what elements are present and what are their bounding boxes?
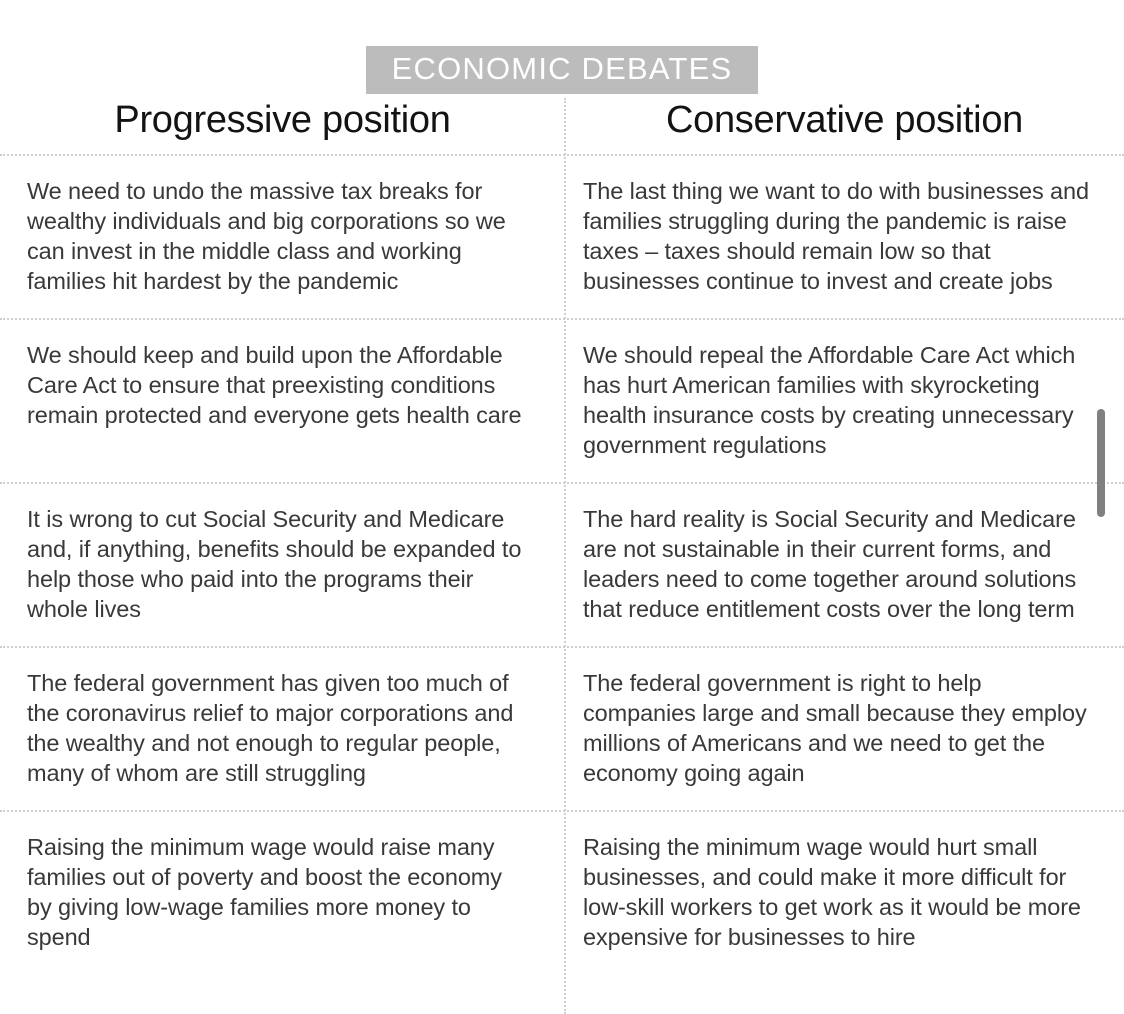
cell-progressive: It is wrong to cut Social Security and Medicare and, if anything, benefits should be expanded to help those who paid into the programs their whole lives [27, 506, 522, 622]
cell-conservative: Raising the minimum wage would hurt small businesses, and could make it more difficult for low-skill workers to get work as it would be more expensive for businesses to hire [583, 834, 1081, 950]
cell-progressive: Raising the minimum wage would raise many families out of poverty and boost the economy by giving low-wage families more money to spend [27, 834, 502, 950]
banner-container [0, 46, 1124, 94]
debates-table [0, 98, 1124, 974]
scrollbar-track[interactable] [1106, 160, 1115, 860]
cell-progressive: We need to undo the massive tax breaks for wealthy individuals and big corporations so we can invest in the middle class and working families hit hardest by the pandemic [27, 178, 506, 294]
table-row [0, 156, 1124, 318]
table-header-row [0, 98, 1124, 154]
table-row [0, 648, 1124, 810]
table-row [0, 484, 1124, 646]
cell-conservative: The hard reality is Social Security and Medicare are not sustainable in their current forms, and leaders need to come together around solutions that reduce entitlement costs over the long term [583, 506, 1077, 622]
table-row [0, 812, 1124, 974]
cell-conservative: We should repeal the Affordable Care Act which has hurt American families with skyrocketing health insurance costs by creating unnecessary government regulations [583, 342, 1076, 458]
cell-conservative: The federal government is right to help companies large and small because they employ millions of Americans and we need to get the economy going again [583, 670, 1087, 786]
cell-progressive: We should keep and build upon the Affordable Care Act to ensure that preexisting conditions remain protected and everyone gets health care [27, 342, 522, 428]
column-header-conservative: Conservative position [665, 99, 1023, 141]
column-header-progressive: Progressive position [114, 99, 451, 141]
page-title: ECONOMIC DEBATES [366, 46, 759, 94]
scrollbar-thumb[interactable] [1097, 409, 1105, 517]
cell-conservative: The last thing we want to do with businesses and families struggling during the pandemic is raise taxes – taxes should remain low so that businesses continue to invest and create jobs [583, 178, 1089, 294]
table-row [0, 320, 1124, 482]
cell-progressive: The federal government has given too much of the coronavirus relief to major corporations and the wealthy and not enough to regular people, many of whom are still struggling [27, 670, 514, 786]
